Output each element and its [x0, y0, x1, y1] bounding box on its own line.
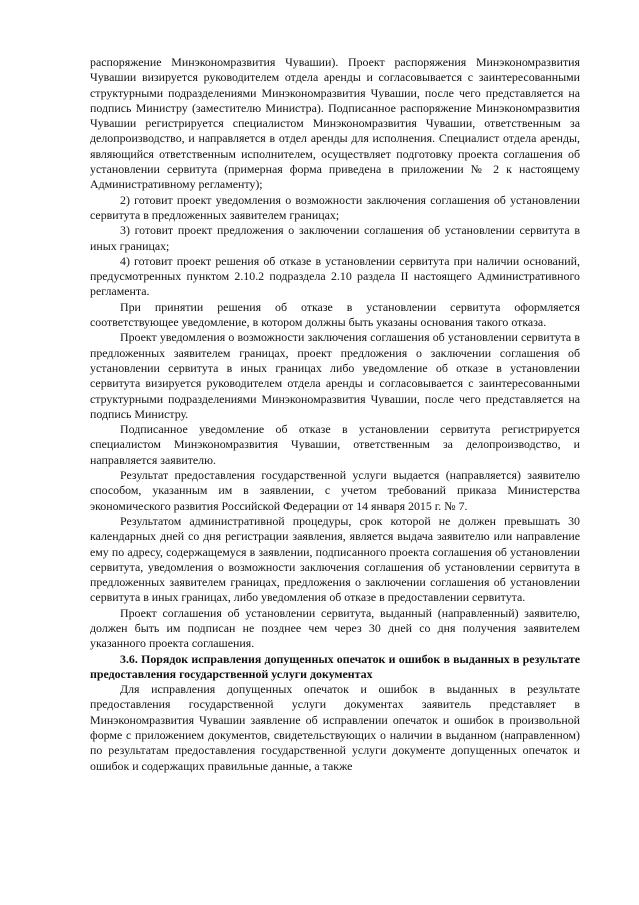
paragraph-error-correction: Для исправления допущенных опечаток и ошибок в выданных в результате предоставления государственной услуги документах заявитель представляет в Минэкономразвития Чувашии заявление об исправлении опечаток и ошибок в произвольной форме с приложением документов, свидетельствующих о наличии в выданном (направленном) по результатам предоставления государственной услуги документе допущенных опечаток и ошибок и содержащих правильные данные, а также	[90, 682, 580, 773]
paragraph-continuation: распоряжение Минэкономразвития Чувашии). Проект распоряжения Минэкономразвития Чувашии визируется руководителем отдела аренды и согласовывается с заинтересованными структурными подразделениями Минэкономразвития Чувашии, после чего представляется на подпись Министру (заместителю Министра). Подписанное распоряжение Минэкономразвития Чувашии регистрируется специалистом Минэкономразвития Чувашии, ответственным за делопроизводство, и направляется в отдел аренды для исполнения. Специалист отдела аренды, являющийся ответственным исполнителем, осуществляет подготовку проекта соглашения об установлении сервитута (примерная форма приведена в приложении № 2 к настоящему Административному регламенту);	[90, 55, 580, 192]
paragraph-procedure-result: Результатом административной процедуры, срок которой не должен превышать 30 календарных дней со дня регистрации заявления, является выдача заявителю или направление ему по адресу, содержащемуся в заявлении, подписанного проекта соглашения об установлении сервитута, уведомления о возможности заключения соглашения об установлении сервитута в предложенных заявителем границах, предложения о заключении соглашения об установлении сервитута в иных границах, либо уведомления об отказе в предоставлении сервитута.	[90, 513, 580, 605]
paragraph-agreement-signing: Проект соглашения об установлении сервитута, выданный (направленный) заявителю, должен быть им подписан не позднее чем через 30 дней со дня получения заявителем указанного проекта соглашения.	[90, 605, 580, 651]
paragraph-refusal-notice: При принятии решения об отказе в установлении сервитута оформляется соответствующее уведомление, в котором должны быть указаны основания такого отказа.	[90, 299, 580, 330]
paragraph-service-result: Результат предоставления государственной услуги выдается (направляется) заявителю способом, указанным им в заявлении, с учетом требований приказа Министерства экономического развития Российской Федерации от 14 января 2015 г. № 7.	[90, 468, 580, 513]
section-heading-3-6: 3.6. Порядок исправления допущенных опечаток и ошибок в выданных в результате предоставления государственной услуги документах	[90, 651, 580, 681]
document-page	[90, 55, 580, 774]
list-item-2: 2) готовит проект уведомления о возможности заключения соглашения об установлении сервитута в предложенных заявителем границах;	[90, 192, 580, 222]
paragraph-draft-approval: Проект уведомления о возможности заключения соглашения об установлении сервитута в предложенных заявителем границах, проект предложения о заключении соглашения об установлении сервитута в иных границах либо уведомление об отказе в установлении сервитута визируется руководителем отдела аренды и согласовывается с заинтересованными структурными подразделениями Минэкономразвития Чувашии, после чего представляется на подпись Министру.	[90, 330, 580, 421]
list-item-3: 3) готовит проект предложения о заключении соглашения об установлении сервитута в иных границах;	[90, 223, 580, 253]
paragraph-refusal-registration: Подписанное уведомление об отказе в установлении сервитута регистрируется специалистом Минэкономразвития Чувашии, ответственным за делопроизводство, и направляется заявителю.	[90, 422, 580, 467]
list-item-4: 4) готовит проект решения об отказе в установлении сервитута при наличии оснований, предусмотренных пунктом 2.10.2 подраздела 2.10 раздела II настоящего Административного регламента.	[90, 253, 580, 299]
